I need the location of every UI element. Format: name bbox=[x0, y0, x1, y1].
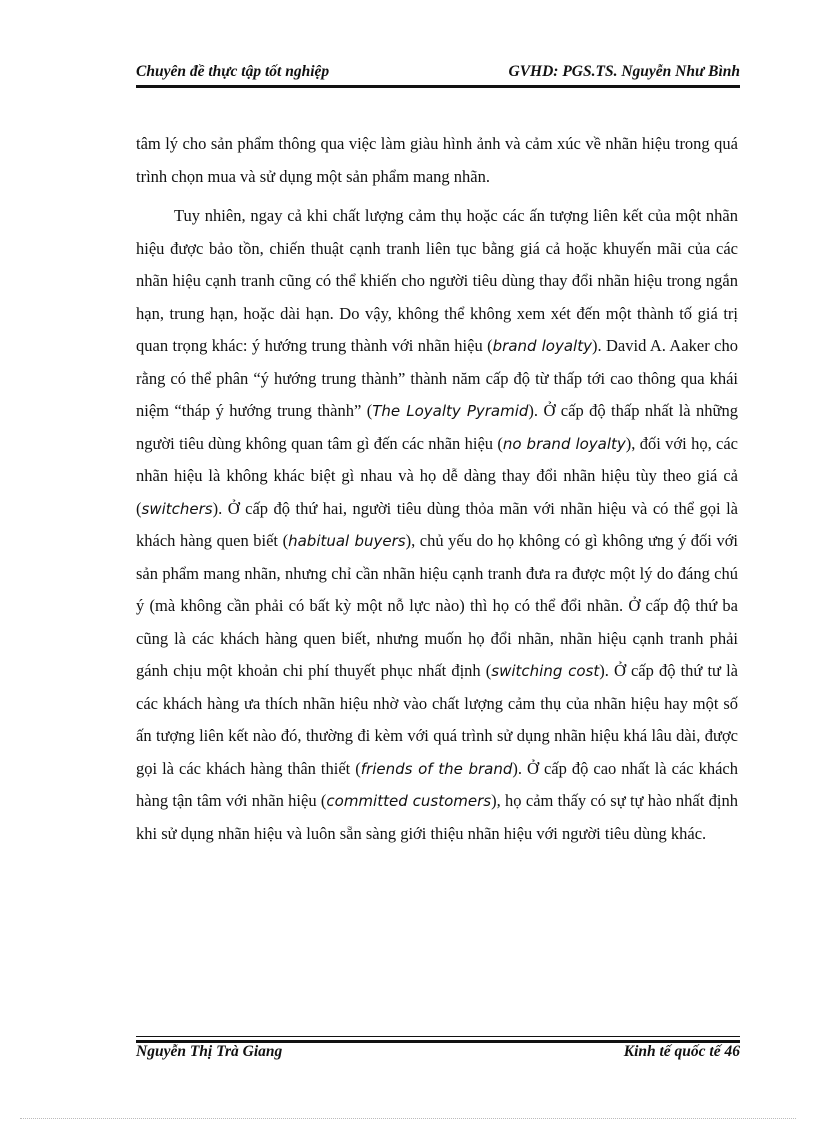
header-rule bbox=[136, 85, 740, 88]
document-body bbox=[136, 128, 738, 857]
text-segment: ). Ở cấp độ thấp nhất là những người tiêu dùng không quan tâm gì đến các nhãn hiệu ( bbox=[136, 401, 739, 453]
text-segment: ), họ cảm thấy có sự tự hào nhất định khi sử dụng nhãn hiệu và luôn sẵn sàng giới thiệu nhãn hiệu với người tiêu dùng khác. bbox=[136, 791, 738, 843]
term-committed-customers: committed customers bbox=[326, 792, 492, 810]
text-segment: ), chủ yếu do họ không có gì không ưng ý đối với sản phẩm mang nhãn, nhưng chỉ cần nhãn hiệu cạnh tranh đưa ra được một lý do đáng chú ý (mà không cần phải có bất kỳ một nỗ lực nào) thì họ có thể đổi nhãn. Ở cấp độ thứ ba cũng là các khách hàng quen biết, nhưng muốn họ đổi nhãn, nhãn hiệu cạnh tranh phải gánh chịu một khoản chi phí thuyết phục nhất định ( bbox=[136, 531, 739, 680]
paragraph-continued: tâm lý cho sản phẩm thông qua việc làm giàu hình ảnh và cảm xúc về nhãn hiệu trong quá trình chọn mua và sử dụng một sản phẩm mang nhãn. bbox=[136, 134, 738, 186]
page-edge bbox=[20, 1118, 796, 1119]
text-segment: ). David A. Aaker cho rằng có thể phân “ý hướng trung thành” thành năm cấp độ từ thấp tới cao thông qua khái niệm “tháp ý hướng trung thành” ( bbox=[136, 336, 738, 420]
term-habitual-buyers: habitual buyers bbox=[288, 532, 406, 550]
text-segment: ). Ở cấp độ thứ hai, người tiêu dùng thỏa mãn với nhãn hiệu và có thể gọi là khách hàng quen biết ( bbox=[136, 498, 738, 550]
term-loyalty-pyramid: The Loyalty Pyramid bbox=[372, 402, 529, 420]
page-footer bbox=[136, 1042, 740, 1062]
term-no-brand-loyalty: no brand loyalty bbox=[502, 434, 626, 453]
term-brand-loyalty: brand loyalty bbox=[492, 337, 592, 355]
text-segment: ). Ở cấp độ cao nhất là các khách hàng tận tâm với nhãn hiệu ( bbox=[136, 758, 738, 810]
footer-author: Nguyễn Thị Trà Giang bbox=[136, 1043, 283, 1060]
text-segment: ). Ở cấp độ thứ tư là các khách hàng ưa thích nhãn hiệu nhờ vào chất lượng cảm thụ của nhãn hiệu hay một số ấn tượng liên kết nào đó, thường đi kèm với quá trình sử dụng nhãn hiệu khá lâu dài, được gọi là các khách hàng thân thiết ( bbox=[136, 661, 738, 778]
paragraph-brand-loyalty bbox=[136, 200, 738, 850]
text-segment: ), đối với họ, các nhãn hiệu là không khác biệt gì nhau và họ dễ dàng thay đổi nhãn hiệu tùy theo giá cả ( bbox=[136, 433, 739, 518]
header-advisor: GVHD: PGS.TS. Nguyễn Như Bình bbox=[508, 63, 740, 80]
header-title: Chuyên đề thực tập tốt nghiệp bbox=[136, 63, 330, 80]
page-header bbox=[136, 62, 740, 82]
term-friends-of-the-brand: friends of the brand bbox=[360, 759, 513, 778]
term-switchers: switchers bbox=[141, 499, 213, 518]
term-switching-cost: switching cost bbox=[491, 662, 600, 680]
footer-rule-thin bbox=[136, 1036, 740, 1037]
text-segment: Tuy nhiên, ngay cả khi chất lượng cảm thụ hoặc các ấn tượng liên kết của một nhãn hiệu được bảo tồn, chiến thuật cạnh tranh liên tục bằng giá cả hoặc khuyến mãi của các nhãn hiệu cạnh tranh cũng có thể khiến cho người tiêu dùng thay đổi nhãn hiệu trong ngắn hạn, trung hạn, hoặc dài hạn. Do vậy, không thể không xem xét đến một thành tố giá trị quan trọng khác: ý hướng trung thành với nhãn hiệu ( bbox=[136, 206, 738, 355]
footer-class: Kinh tế quốc tế 46 bbox=[623, 1043, 740, 1060]
